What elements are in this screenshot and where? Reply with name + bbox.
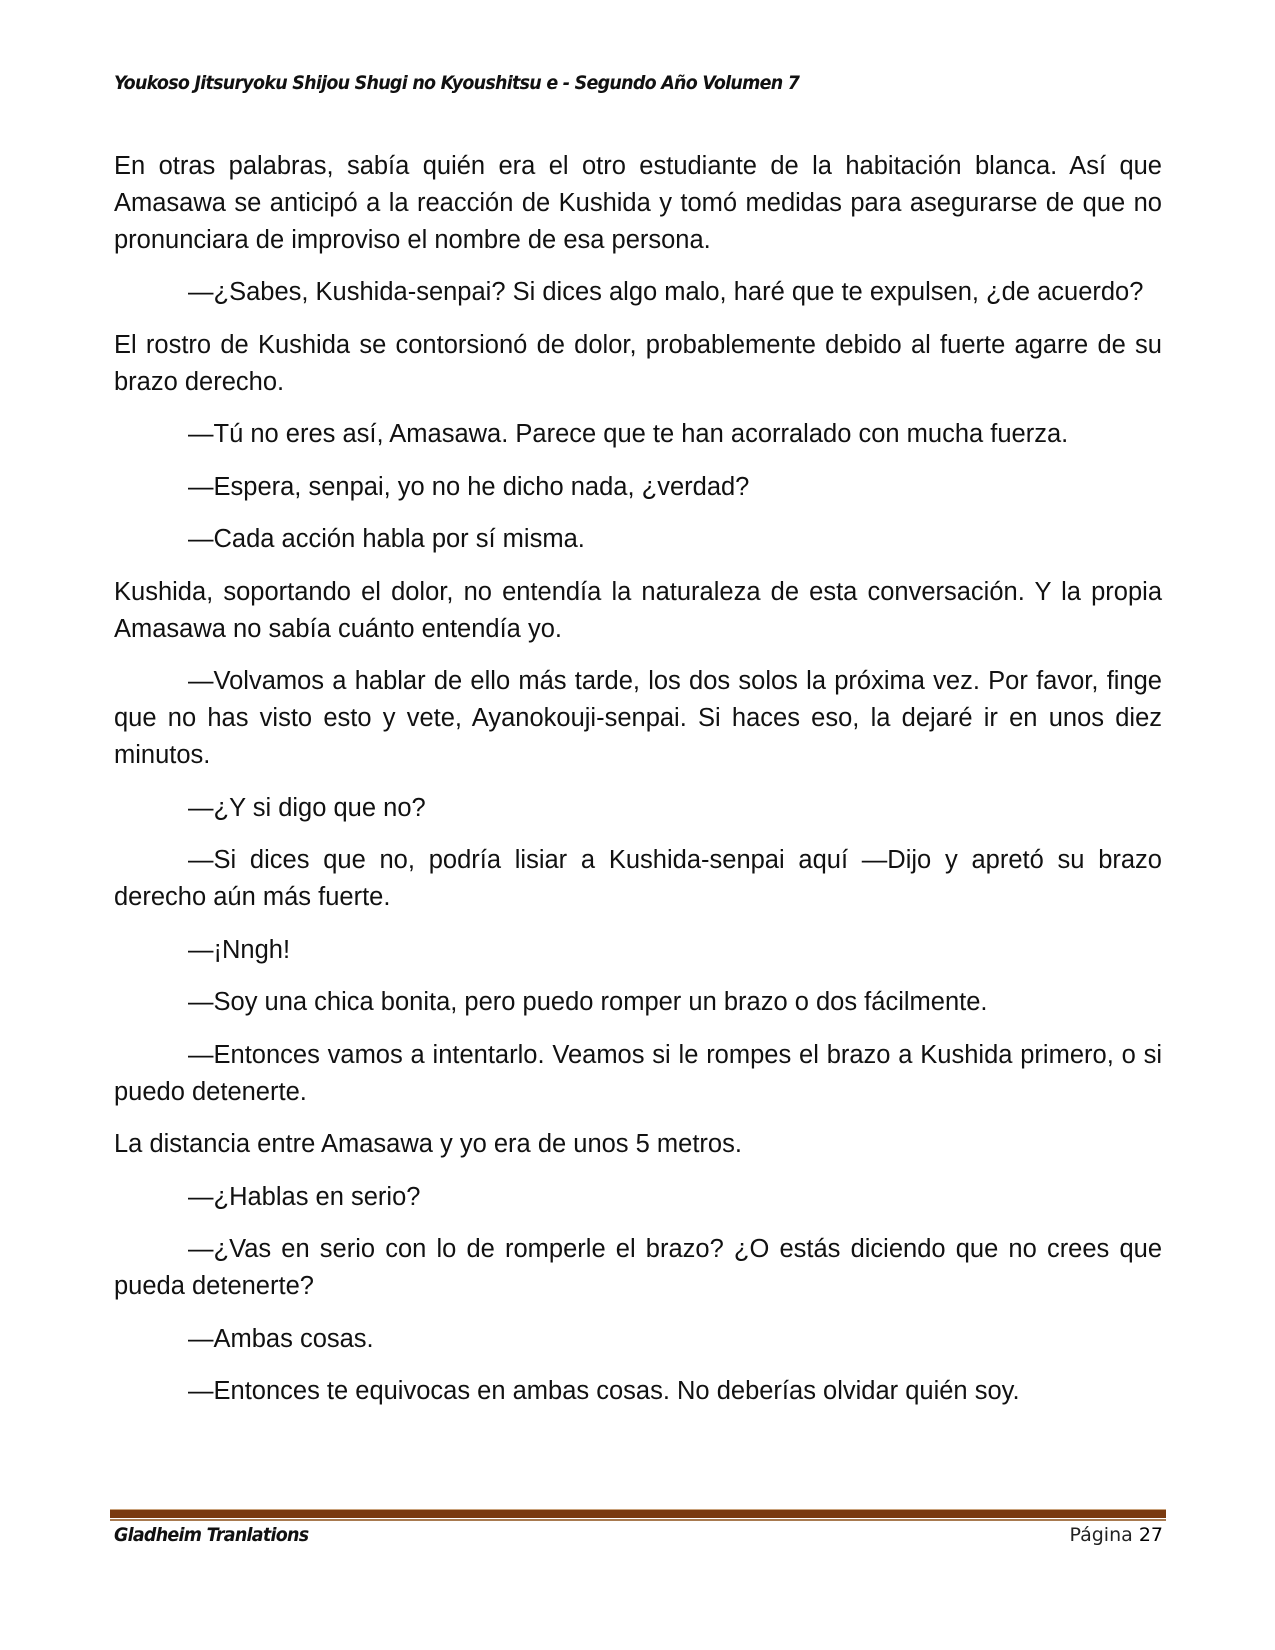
narrative-paragraph: Kushida, soportando el dolor, no entendía la naturaleza de esta conversación. Y la propia Amasawa no sabía cuánto entendía yo. (114, 577, 1162, 643)
footer-rule (110, 1509, 1166, 1518)
footer-rule-thin (110, 1519, 1166, 1521)
running-header: Youkoso Jitsuryoku Shijou Shugi no Kyoushitsu e - Segundo Año Volumen 7 (114, 72, 800, 94)
dialogue-paragraph: —Volvamos a hablar de ello más tarde, los dos solos la próxima vez. Por favor, finge que no has visto esto y vete, Ayanokouji-senpai. Si haces eso, la dejaré ir en unos diez minutos. (114, 667, 1162, 769)
dialogue-paragraph: —Entonces te equivocas en ambas cosas. No deberías olvidar quién soy. (188, 1377, 1020, 1406)
dialogue-paragraph: —Tú no eres así, Amasawa. Parece que te han acorralado con mucha fuerza. (188, 420, 1069, 449)
narrative-paragraph: El rostro de Kushida se contorsionó de dolor, probablemente debido al fuerte agarre de su brazo derecho. (114, 330, 1162, 396)
narrative-paragraph: La distancia entre Amasawa y yo era de unos 5 metros. (114, 1130, 742, 1159)
dialogue-paragraph: —Entonces vamos a intentarlo. Veamos si le rompes el brazo a Kushida primero, o si puedo detenerte. (114, 1040, 1162, 1106)
dialogue-paragraph: —Cada acción habla por sí misma. (188, 525, 585, 554)
dialogue-paragraph: —¿Hablas en serio? (188, 1182, 421, 1211)
dialogue-paragraph: —Ambas cosas. (188, 1324, 374, 1353)
dialogue-paragraph: —Espera, senpai, yo no he dicho nada, ¿verdad? (188, 472, 750, 501)
page-number-value: 27 (1138, 1524, 1163, 1546)
narrative-paragraph: En otras palabras, sabía quién era el otro estudiante de la habitación blanca. Así que Amasawa se anticipó a la reacción de Kushida y tomó medidas para asegurarse de que no pronunciara de improviso el nombre de esa persona. (114, 152, 1162, 254)
dialogue-paragraph: —Soy una chica bonita, pero puedo romper un brazo o dos fácilmente. (188, 988, 988, 1017)
footer-publisher: Gladheim Tranlations (114, 1524, 309, 1546)
page-body (114, 148, 1162, 1426)
dialogue-paragraph: —¡Nngh! (188, 935, 291, 964)
page-number (1069, 1524, 1163, 1546)
dialogue-paragraph: —¿Sabes, Kushida-senpai? Si dices algo malo, haré que te expulsen, ¿de acuerdo? (188, 278, 1144, 307)
dialogue-paragraph: —¿Y si digo que no? (188, 793, 426, 822)
dialogue-paragraph: —¿Vas en serio con lo de romperle el brazo? ¿O estás diciendo que no crees que pueda detenerte? (114, 1235, 1162, 1301)
dialogue-paragraph: —Si dices que no, podría lisiar a Kushida-senpai aquí —Dijo y apretó su brazo derecho aún más fuerte. (114, 846, 1162, 911)
page-label: Página (1069, 1524, 1133, 1546)
